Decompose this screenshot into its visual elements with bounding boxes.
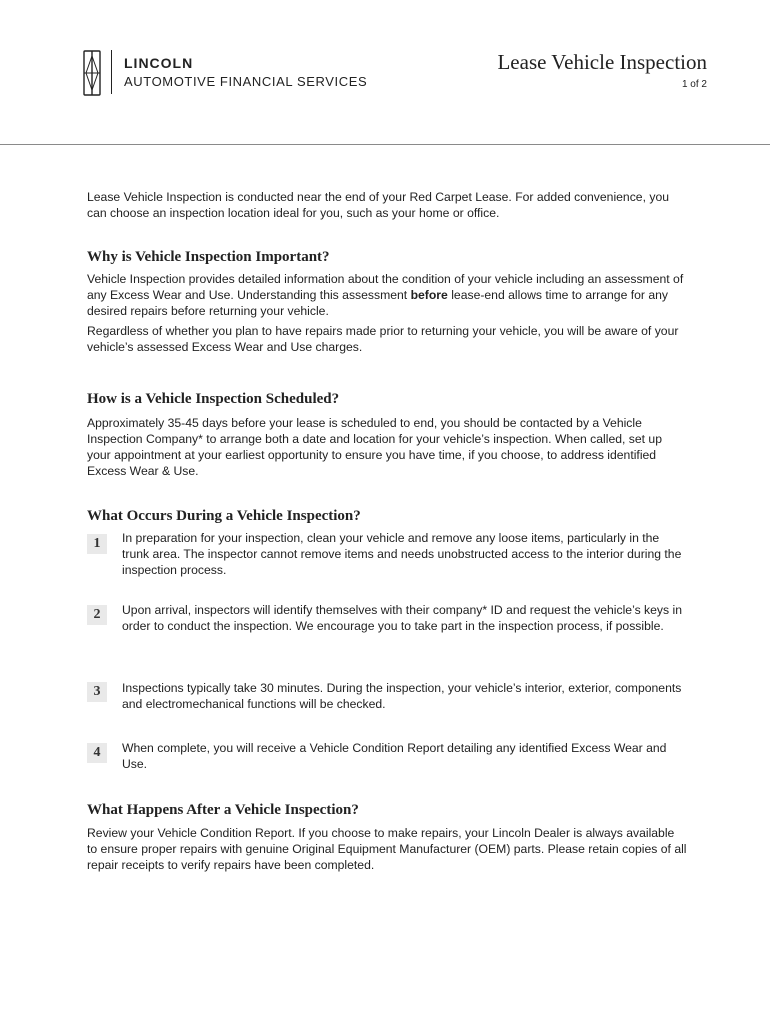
header-divider xyxy=(0,144,770,145)
step-number-badge: 1 xyxy=(87,534,107,554)
step-number-badge: 3 xyxy=(87,682,107,702)
step-number-badge: 4 xyxy=(87,743,107,763)
intro-paragraph: Lease Vehicle Inspection is conducted near the end of your Red Carpet Lease. For added convenience, you can choose an inspection location ideal for you, such as your home or office. xyxy=(87,190,670,220)
scheduling-paragraph: Approximately 35-45 days before your lease is scheduled to end, you should be contacted by a Vehicle Inspection Company* to arrange both a date and location for your vehicle’s inspection. When called, set up your appointment at your earliest opportunity to ensure you have time, if you choose, to address identified Excess Wear & Use. xyxy=(87,416,662,478)
importance-paragraph-2: Regardless of whether you plan to have repairs made prior to returning your vehicle, you will be aware of your vehicle’s assessed Excess Wear and Use charges. xyxy=(87,324,679,354)
importance-paragraph-1 xyxy=(87,271,687,319)
step-text: In preparation for your inspection, clean your vehicle and remove any loose items, particularly in the trunk area. The inspector cannot remove items and needs unobstructed access to the interior during the inspection process. xyxy=(122,531,682,577)
brand-subtitle: AUTOMOTIVE FINANCIAL SERVICES xyxy=(124,74,368,89)
section-heading-after: What Happens After a Vehicle Inspection? xyxy=(87,802,359,818)
importance-text-bold: before xyxy=(410,288,448,302)
brand-name: LINCOLN xyxy=(124,55,194,71)
section-heading-importance: Why is Vehicle Inspection Important? xyxy=(87,249,330,265)
step-text: Inspections typically take 30 minutes. During the inspection, your vehicle’s interior, exterior, components and electromechanical functions will be checked. xyxy=(122,681,682,711)
step-number-badge: 2 xyxy=(87,605,107,625)
after-paragraph: Review your Vehicle Condition Report. If you choose to make repairs, your Lincoln Dealer is always available to ensure proper repairs with genuine Original Equipment Manufacturer (OEM) parts. Please retain copies of all repair receipts to verify repairs have been completed. xyxy=(87,826,687,872)
step-text: When complete, you will receive a Vehicle Condition Report detailing any identified Excess Wear and Use. xyxy=(122,741,667,771)
step-text: Upon arrival, inspectors will identify themselves with their company* ID and request the vehicle’s keys in order to conduct the inspection. We encourage you to take part in the inspection process, if possible. xyxy=(122,603,682,633)
lincoln-star-logo xyxy=(83,50,101,96)
page-header xyxy=(0,0,770,146)
importance-text-b: lease-end allows time to arrange for any desired repairs before returning your vehicle. xyxy=(87,288,668,318)
page-number: 1 of 2 xyxy=(681,79,707,90)
brand-divider xyxy=(111,50,112,94)
document-title: Lease Vehicle Inspection xyxy=(497,50,707,74)
importance-text-a: Vehicle Inspection provides detailed information about the condition of your vehicle including an assessment of any Excess Wear and Use. Understanding this assessment xyxy=(87,272,684,302)
section-heading-scheduling: How is a Vehicle Inspection Scheduled? xyxy=(87,391,340,407)
section-heading-during: What Occurs During a Vehicle Inspection? xyxy=(87,508,361,524)
